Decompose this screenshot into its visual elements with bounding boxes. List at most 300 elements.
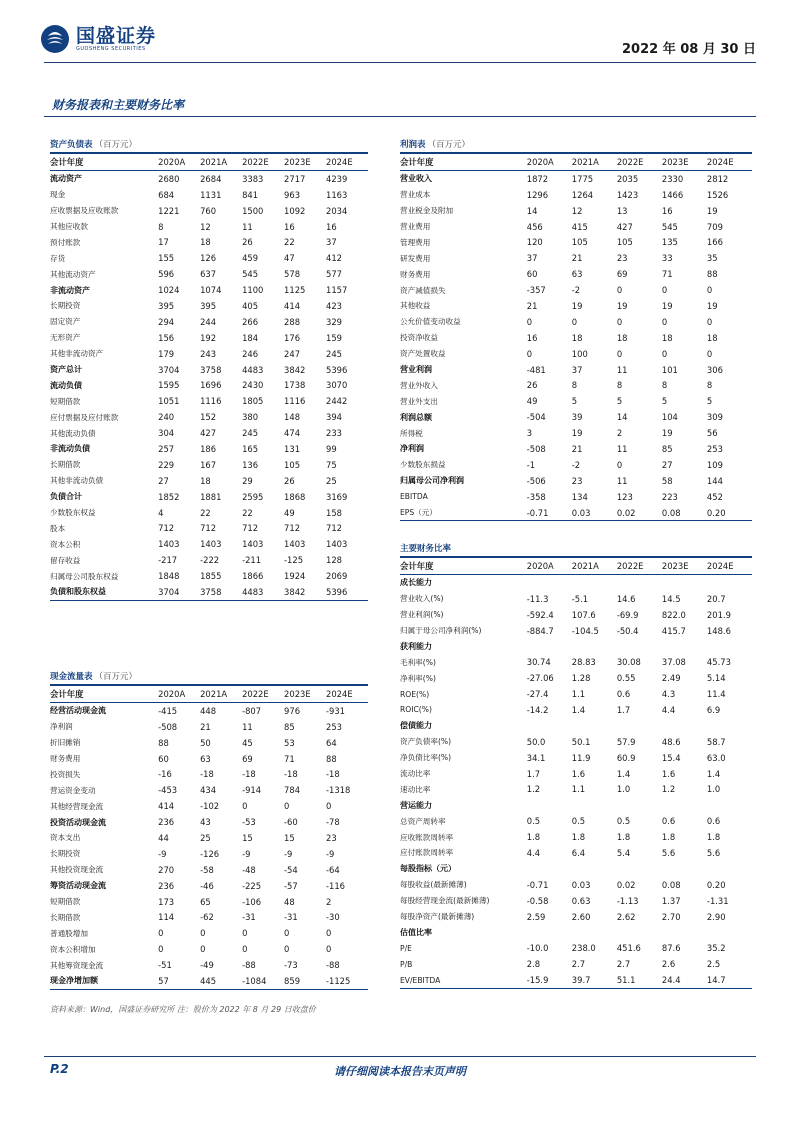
row-label: 应付账款周转率 bbox=[400, 848, 454, 858]
row-value: 1403 bbox=[200, 539, 222, 550]
row-value: 155 bbox=[158, 253, 175, 264]
row-label: 成长能力 bbox=[400, 578, 432, 588]
table-row bbox=[400, 654, 752, 670]
row-label: 其他收益 bbox=[400, 301, 431, 311]
table-row bbox=[50, 925, 368, 941]
row-value: 4239 bbox=[326, 173, 348, 184]
row-value: 3383 bbox=[242, 173, 264, 184]
row-value: 8 bbox=[661, 380, 668, 391]
row-value: 976 bbox=[284, 705, 301, 716]
row-label: 净负债比率(%) bbox=[400, 753, 452, 763]
table-row bbox=[400, 203, 752, 219]
row-value: 100 bbox=[571, 348, 588, 359]
row-value: 65 bbox=[200, 896, 211, 907]
column-header-year: 2024E bbox=[326, 686, 368, 703]
row-value: 452 bbox=[706, 491, 723, 502]
row-value: 395 bbox=[158, 300, 175, 311]
row-value: 0.5 bbox=[616, 816, 631, 827]
row-value: 176 bbox=[284, 332, 301, 343]
row-value: 1868 bbox=[284, 491, 306, 502]
row-value: -211 bbox=[242, 555, 262, 566]
row-label: 归属于母公司净利润(%) bbox=[400, 626, 482, 635]
disclaimer-text: 请仔细阅读本报告末页声明 bbox=[334, 1065, 466, 1078]
row-value: 16 bbox=[526, 332, 538, 343]
table-row bbox=[400, 425, 752, 441]
row-value: 75 bbox=[326, 459, 337, 470]
row-value: -1125 bbox=[326, 973, 368, 989]
row-value: -1 bbox=[526, 459, 536, 470]
row-value: 1.1 bbox=[571, 689, 586, 700]
row-value: 15 bbox=[242, 832, 253, 843]
row-value: -104.5 bbox=[571, 625, 599, 636]
row-value: 0.5 bbox=[526, 816, 541, 827]
row-label: 投资活动现金流 bbox=[50, 817, 106, 827]
row-value: 434 bbox=[200, 785, 217, 796]
row-label: 归属母公司股东权益 bbox=[50, 571, 119, 581]
row-value: 233 bbox=[326, 428, 342, 439]
row-value bbox=[572, 718, 617, 734]
header-divider bbox=[44, 62, 756, 63]
row-value: 19 bbox=[616, 300, 628, 311]
row-label: 股本 bbox=[50, 523, 66, 533]
cash-flow-title bbox=[50, 670, 368, 685]
balance-sheet-title-text: 资产负债表 bbox=[50, 140, 93, 150]
row-value bbox=[572, 861, 617, 877]
row-value: 165 bbox=[242, 443, 259, 454]
header-row bbox=[50, 154, 368, 171]
table-row bbox=[400, 473, 752, 489]
row-label: 应收账款周转率 bbox=[400, 832, 454, 842]
row-value: 294 bbox=[158, 316, 175, 327]
row-value: 2.8 bbox=[526, 959, 541, 970]
row-value bbox=[707, 797, 752, 813]
row-value bbox=[707, 924, 752, 940]
row-value: 5 bbox=[661, 396, 668, 407]
row-value: 1881 bbox=[200, 491, 222, 502]
row-value: -1318 bbox=[326, 785, 351, 796]
row-label: 长期投资 bbox=[50, 301, 81, 311]
row-value: 1.37 bbox=[661, 895, 681, 906]
row-value: 2684 bbox=[200, 173, 222, 184]
row-value: -15.9 bbox=[527, 972, 572, 988]
row-label: 留存收益 bbox=[50, 555, 81, 565]
row-label: 营运能力 bbox=[400, 800, 432, 810]
row-label: 现金 bbox=[50, 190, 66, 200]
row-label: 速动比率 bbox=[400, 784, 431, 794]
table-row bbox=[400, 702, 752, 718]
table-row bbox=[50, 536, 368, 552]
row-value: -217 bbox=[158, 555, 178, 566]
row-value: 1074 bbox=[200, 285, 222, 296]
row-value: 712 bbox=[158, 523, 175, 534]
row-value: 474 bbox=[284, 428, 301, 439]
table-row bbox=[50, 282, 368, 298]
table-row bbox=[50, 973, 368, 989]
row-value: 148.6 bbox=[706, 625, 731, 636]
row-value: 5 bbox=[706, 396, 713, 407]
row-label: 净利润 bbox=[400, 444, 424, 454]
row-label: 每股净资产(最新摊薄) bbox=[400, 912, 475, 922]
row-value: 29 bbox=[242, 475, 253, 486]
row-value: 3704 bbox=[158, 364, 180, 375]
row-value: 709 bbox=[706, 221, 723, 232]
row-value: 21 bbox=[526, 300, 538, 311]
row-value: 4483 bbox=[242, 364, 264, 375]
row-value: -54 bbox=[284, 864, 298, 875]
row-value: 0.08 bbox=[662, 505, 707, 521]
row-value: 684 bbox=[158, 189, 175, 200]
section-divider bbox=[44, 116, 756, 117]
row-value: 19 bbox=[661, 428, 673, 439]
row-value: 63 bbox=[200, 753, 211, 764]
row-value: 27 bbox=[661, 459, 673, 470]
row-value: 238.0 bbox=[571, 943, 596, 954]
row-value: 60.9 bbox=[616, 752, 636, 763]
row-value: 963 bbox=[284, 189, 301, 200]
row-label: 营运资金变动 bbox=[50, 785, 96, 795]
row-value: -481 bbox=[526, 364, 546, 375]
table-row bbox=[400, 314, 752, 330]
row-value: 5396 bbox=[326, 584, 368, 600]
row-value: 415.7 bbox=[661, 625, 686, 636]
row-value: 2595 bbox=[242, 491, 264, 502]
row-value: 201.9 bbox=[706, 609, 731, 620]
row-value: -0.71 bbox=[527, 505, 572, 521]
row-value: -30 bbox=[326, 912, 340, 923]
row-label: 营业利润(%) bbox=[400, 610, 444, 620]
row-value bbox=[707, 574, 752, 590]
row-value: 2.49 bbox=[661, 673, 681, 684]
row-value: 48 bbox=[284, 896, 295, 907]
column-header-year: 2024E bbox=[707, 154, 752, 171]
row-value: 0.02 bbox=[616, 879, 636, 890]
row-label: 财务费用 bbox=[50, 754, 81, 763]
row-value: 26 bbox=[242, 237, 253, 248]
row-value: 412 bbox=[326, 253, 342, 264]
table-row bbox=[50, 584, 368, 600]
row-label: 短期借款 bbox=[50, 396, 81, 406]
row-value: 37 bbox=[326, 237, 337, 248]
column-header-year: 2021A bbox=[572, 154, 617, 171]
column-header-year: 2022E bbox=[617, 154, 662, 171]
table-row bbox=[50, 702, 368, 718]
table-row bbox=[50, 489, 368, 505]
row-value: 1852 bbox=[158, 491, 180, 502]
row-value: 11 bbox=[616, 443, 628, 454]
row-value: 822.0 bbox=[661, 609, 686, 620]
row-label: 每股经营现金流(最新摊薄) bbox=[400, 896, 490, 906]
row-label: 估值比率 bbox=[400, 927, 432, 937]
row-value: -10.0 bbox=[526, 943, 549, 954]
row-label: 筹资活动现金流 bbox=[50, 881, 106, 891]
row-value: 57 bbox=[158, 973, 200, 989]
table-row bbox=[50, 250, 368, 266]
row-value: 0.03 bbox=[571, 879, 591, 890]
row-value: 57.9 bbox=[616, 736, 636, 747]
row-value: 1872 bbox=[526, 173, 549, 184]
table-row bbox=[50, 568, 368, 584]
row-value: 30.74 bbox=[526, 657, 551, 668]
table-row bbox=[400, 393, 752, 409]
row-value: 60 bbox=[158, 753, 169, 764]
row-value: 1595 bbox=[158, 380, 180, 391]
table-row bbox=[400, 187, 752, 203]
row-label: 偿债能力 bbox=[400, 721, 432, 731]
row-value: 50.1 bbox=[571, 736, 591, 747]
row-value bbox=[527, 574, 572, 590]
row-value: 414 bbox=[284, 300, 301, 311]
row-value: -78 bbox=[326, 817, 340, 828]
row-value: 1403 bbox=[158, 539, 180, 550]
row-value: 21 bbox=[571, 443, 583, 454]
row-value: 12 bbox=[200, 221, 211, 232]
row-value: 4.4 bbox=[526, 847, 541, 858]
table-row bbox=[400, 909, 752, 925]
row-value: 1.8 bbox=[571, 832, 586, 843]
row-value: 5 bbox=[616, 396, 623, 407]
table-row bbox=[400, 362, 752, 378]
row-value: 1526 bbox=[706, 189, 729, 200]
row-value: 136 bbox=[242, 459, 259, 470]
row-label: 资产减值损失 bbox=[400, 285, 446, 295]
row-value: 4483 bbox=[242, 584, 284, 600]
row-value: 2.70 bbox=[661, 911, 681, 922]
row-value: 427 bbox=[200, 428, 217, 439]
row-value: 5396 bbox=[326, 364, 348, 375]
row-value: 20.7 bbox=[706, 593, 726, 604]
table-row bbox=[400, 924, 752, 940]
row-value: 6.4 bbox=[571, 847, 586, 858]
row-value: 11 bbox=[616, 475, 628, 486]
row-value: 16 bbox=[326, 221, 337, 232]
row-label: 负债和股东权益 bbox=[50, 584, 158, 600]
row-value: 18 bbox=[661, 332, 673, 343]
row-value: 45 bbox=[242, 737, 253, 748]
row-value: 1157 bbox=[326, 285, 348, 296]
row-value: -58 bbox=[200, 864, 214, 875]
table-row bbox=[400, 845, 752, 861]
row-value bbox=[527, 638, 572, 654]
table-row bbox=[400, 574, 752, 590]
row-label: 净利率(%) bbox=[400, 673, 436, 683]
row-value: 712 bbox=[200, 523, 217, 534]
row-value: 43 bbox=[200, 817, 211, 828]
row-value: 5.6 bbox=[661, 847, 676, 858]
row-value: 14 bbox=[616, 412, 628, 423]
row-value: 229 bbox=[158, 459, 175, 470]
row-value: 405 bbox=[242, 300, 259, 311]
row-value: 25 bbox=[200, 832, 211, 843]
logo-name-cn: 国盛证券 bbox=[76, 25, 157, 47]
row-value bbox=[707, 718, 752, 734]
row-value: 134 bbox=[571, 491, 588, 502]
row-value: 0 bbox=[200, 944, 206, 955]
table-row bbox=[400, 734, 752, 750]
column-header-label: 会计年度 bbox=[400, 154, 527, 171]
row-value: 64 bbox=[326, 737, 337, 748]
guosheng-logo-icon bbox=[40, 24, 70, 54]
row-value: 11.4 bbox=[706, 689, 726, 700]
table-row bbox=[50, 782, 368, 798]
row-value: 71 bbox=[661, 269, 673, 280]
row-value: 451.6 bbox=[616, 943, 641, 954]
row-value: -504 bbox=[526, 412, 546, 423]
row-label: 其他筹资现金流 bbox=[50, 960, 104, 970]
row-label: 应付票据及应付账款 bbox=[50, 412, 119, 422]
row-value: 0 bbox=[242, 944, 248, 955]
row-value: 0.20 bbox=[707, 505, 752, 521]
table-row bbox=[50, 894, 368, 910]
row-value: 87.6 bbox=[661, 943, 681, 954]
row-value: 71 bbox=[284, 753, 295, 764]
row-value: 1.6 bbox=[661, 768, 676, 779]
row-value: 159 bbox=[326, 332, 342, 343]
row-value: 1.0 bbox=[706, 784, 721, 795]
row-value: 2 bbox=[326, 896, 332, 907]
table-row bbox=[400, 638, 752, 654]
income-statement-table bbox=[400, 138, 752, 521]
column-header-year: 2024E bbox=[326, 154, 368, 171]
row-value: 415 bbox=[571, 221, 588, 232]
column-header-year: 2023E bbox=[284, 686, 326, 703]
table-row bbox=[400, 505, 752, 521]
brand-logo bbox=[40, 24, 156, 54]
table-row bbox=[50, 219, 368, 235]
row-value: 0 bbox=[158, 944, 164, 955]
row-value: 0.20 bbox=[706, 879, 726, 890]
row-label: 营业外收入 bbox=[400, 380, 438, 390]
row-value: 8 bbox=[616, 380, 623, 391]
row-value: 4.3 bbox=[661, 689, 676, 700]
row-label: 流动负债 bbox=[50, 380, 82, 390]
row-label: ROE(%) bbox=[400, 689, 430, 699]
row-value bbox=[662, 797, 707, 813]
row-value: 186 bbox=[200, 443, 217, 454]
table-row bbox=[400, 781, 752, 797]
table-row bbox=[50, 266, 368, 282]
row-value: 0 bbox=[200, 928, 206, 939]
table-row bbox=[400, 940, 752, 956]
table-row bbox=[400, 718, 752, 734]
row-value: 0 bbox=[284, 944, 290, 955]
row-value: 3842 bbox=[284, 364, 306, 375]
row-value: -592.4 bbox=[526, 609, 554, 620]
row-label: 无形资产 bbox=[50, 333, 81, 343]
row-label: 资产总计 bbox=[50, 365, 82, 375]
row-value: 1738 bbox=[284, 380, 306, 391]
row-value: 3 bbox=[526, 428, 533, 439]
table-row bbox=[50, 846, 368, 862]
row-value: -16 bbox=[158, 769, 172, 780]
row-value bbox=[572, 638, 617, 654]
row-value: 0 bbox=[616, 459, 623, 470]
row-value: 6.9 bbox=[706, 704, 721, 715]
row-value: 1163 bbox=[326, 189, 348, 200]
row-value: 0 bbox=[706, 285, 713, 296]
row-value bbox=[617, 861, 662, 877]
balance-sheet-grid bbox=[50, 153, 368, 601]
row-value: 1403 bbox=[284, 539, 306, 550]
row-value bbox=[662, 718, 707, 734]
row-value: 2330 bbox=[661, 173, 684, 184]
row-value: 1466 bbox=[661, 189, 684, 200]
row-value: 173 bbox=[158, 896, 175, 907]
row-value: 0 bbox=[158, 928, 164, 939]
row-value: -1.13 bbox=[616, 895, 639, 906]
row-value: 105 bbox=[571, 237, 588, 248]
footer-divider bbox=[44, 1056, 756, 1057]
row-value: 0.55 bbox=[616, 673, 636, 684]
row-label: EV/EBITDA bbox=[400, 972, 527, 988]
row-value: 395 bbox=[200, 300, 217, 311]
column-header-year: 2022E bbox=[242, 154, 284, 171]
table-row bbox=[50, 441, 368, 457]
row-value: 1100 bbox=[242, 285, 264, 296]
row-value: 18 bbox=[616, 332, 628, 343]
financial-ratios-title bbox=[400, 542, 752, 557]
row-value: -9 bbox=[242, 848, 251, 859]
row-value: 0 bbox=[616, 348, 623, 359]
row-value: -9 bbox=[326, 848, 335, 859]
row-value: 107.6 bbox=[571, 609, 596, 620]
row-value: 236 bbox=[158, 880, 175, 891]
row-value: 47 bbox=[284, 253, 295, 264]
column-header-year: 2021A bbox=[200, 686, 242, 703]
row-value: 545 bbox=[242, 269, 259, 280]
row-value: 1131 bbox=[200, 189, 222, 200]
row-value: -914 bbox=[242, 785, 262, 796]
cash-flow-title-text: 现金流量表 bbox=[50, 672, 93, 682]
row-label: 普通股增加 bbox=[50, 928, 88, 938]
row-value: 135 bbox=[661, 237, 678, 248]
row-value bbox=[662, 924, 707, 940]
column-header-year: 2023E bbox=[662, 558, 707, 575]
row-value: 3758 bbox=[200, 364, 222, 375]
row-value: 51.1 bbox=[617, 972, 662, 988]
row-value: 23 bbox=[616, 253, 628, 264]
row-value bbox=[662, 638, 707, 654]
row-value: 245 bbox=[242, 428, 259, 439]
row-value: 2.7 bbox=[571, 959, 586, 970]
row-value: 1264 bbox=[571, 189, 594, 200]
row-value: 26 bbox=[284, 475, 295, 486]
row-value: 18 bbox=[200, 237, 211, 248]
row-label: 公允价值变动收益 bbox=[400, 317, 461, 327]
row-value bbox=[662, 574, 707, 590]
row-value: 0 bbox=[326, 801, 332, 812]
row-value: 2.5 bbox=[706, 959, 721, 970]
row-value: 0 bbox=[616, 316, 623, 327]
table-row bbox=[400, 829, 752, 845]
row-value: -18 bbox=[200, 769, 214, 780]
table-row bbox=[50, 957, 368, 973]
row-label: 营业税金及附加 bbox=[400, 206, 454, 216]
row-label: 投资损失 bbox=[50, 769, 81, 779]
row-value: 448 bbox=[200, 705, 217, 716]
row-value: 0 bbox=[526, 316, 533, 327]
row-value: -931 bbox=[326, 705, 346, 716]
row-value: 11 bbox=[616, 364, 628, 375]
row-value: 179 bbox=[158, 348, 175, 359]
row-value: 152 bbox=[200, 412, 217, 423]
row-value: 1.4 bbox=[706, 768, 721, 779]
row-value: 784 bbox=[284, 785, 301, 796]
row-value bbox=[617, 718, 662, 734]
section-title: 财务报表和主要财务比率 bbox=[52, 98, 185, 112]
table-row bbox=[50, 330, 368, 346]
income-statement-unit: （百万元） bbox=[427, 140, 471, 150]
row-value bbox=[527, 861, 572, 877]
